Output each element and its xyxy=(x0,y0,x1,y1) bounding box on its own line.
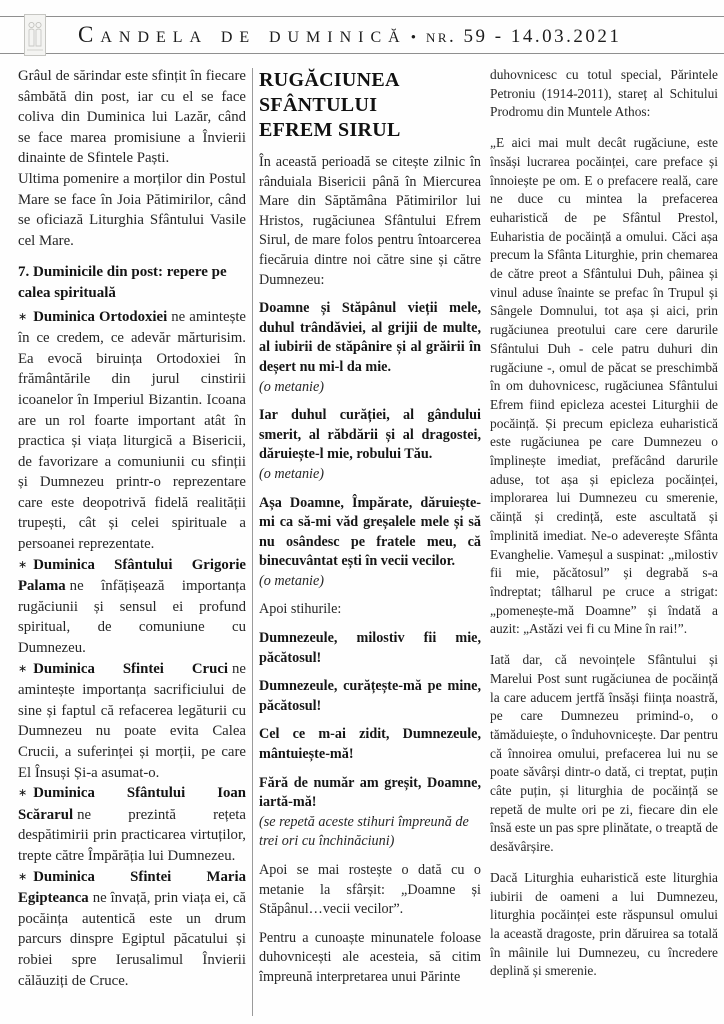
newsletter-title: Candela de duminică xyxy=(78,22,407,47)
masthead-emblem-icon xyxy=(24,14,46,56)
column-left xyxy=(18,66,246,1018)
masthead xyxy=(0,16,724,54)
rubric-note: (o metanie) xyxy=(259,465,325,482)
paragraph: „E aici mai mult decât rugăciune, este însăși lucrarea pocăinței, care preface și înnoiește pe om. E o prefacere reală, care ne duce cu mintea la prefacerea euharistică de pe Sfântul Prestol, Euharistia de pocăință a omului. Căci așa precum la Sfânta Liturghie, prin chemarea de către preot a Sfântului Duh, pâinea și vinul aduse înainte se prefac în Trupul și Sângele Domnului, tot așa și aici, prin rugăciunea preotului care cere darurile Sfântului Duh - cele patru duhuri din rugăciune -, omul de păcat se preschimbă în om duhovnicesc, rugăciunea Sfântului Efrem fiind epicleza acestei Liturghii de pocăință. Și precum epicleza euharistică este rugăciunea pe care Dumnezeu o împlinește imediat, prefăcând darurile aduse, tot așa și epicleza pocăinței, implorarea lui Dumnezeu cu smerenie, căință și credință, este ascultată și împlinită imediat. Ne-o adeverește Sfânta Evanghelie. Vameșul a suspinat: „milostiv fii mie, păcătosul” și degrabă s-a îndreptat; tâlharul pe cruce a strigat: „pomenește-mă Doamne” și îndată a auzit: „Astăzi vei fi cu Mine în rai!”. xyxy=(490,135,718,637)
bullet-text: ne amintește în ce credem, ce adevăr mărturisim. Ea evocă biruința Ortodoxiei în frământările din jurul cinstirii icoanelor în Imperiul Bizantin. Icoana are un rol foarte important atât în practica și viața liturgică a Bisericii, de favorizare a comuniunii cu sfinții și Dumnezeu printr-o reprezentare care este deopotrivă fidelă realității trupești, cât și celei spirituale a persoanei reprezentate. xyxy=(18,308,246,553)
prayer-verse: Fără de număr am greșit, Doamne, iartă-mă! xyxy=(259,774,481,811)
rubric-note: (o metanie) xyxy=(259,572,325,589)
asterisk-bullet-icon: ∗ xyxy=(18,310,28,323)
paragraph: Dacă Liturghia euharistică este liturghia iubirii de oameni a lui Dumnezeu, liturghia pocăinței este răspunsul omului la această dragoste, prin dăruirea sa totală în mâinile lui Dumnezeu, cu încredere deplină și smerenie. xyxy=(490,869,718,979)
paragraph: Grâul de sărindar este sfințit în fiecare sâmbătă din post, iar cu el se face coliva din Duminica lui Lazăr, când se face marea promisiune a Învierii dinainte de Sfintele Paști. xyxy=(18,68,246,167)
asterisk-bullet-icon: ∗ xyxy=(18,662,28,675)
bullet-item xyxy=(18,659,246,784)
bullet-lead: Duminica Sfântului Ioan Scărarul xyxy=(18,785,246,823)
three-column-body xyxy=(0,54,724,1018)
bullet-lead: Duminica Ortodoxiei xyxy=(33,308,168,325)
bullet-lead: Duminica Sfintei Cruci xyxy=(33,660,229,677)
article-title-line: EFREM SIRUL xyxy=(259,119,401,141)
asterisk-bullet-icon: ∗ xyxy=(18,787,28,800)
article-title xyxy=(259,68,481,143)
bullet-text: ne înfățișează importanța rugăciunii și sensul ei profund spiritual, de comuniune cu Dumnezeu. xyxy=(18,578,246,657)
bullet-separator-icon: • xyxy=(410,30,416,46)
paragraph: Pentru a cunoaște minunatele foloase duhovnicești ale acesteia, să citim împreună interpretarea unui Părinte xyxy=(259,929,481,985)
rubric-note: (o metanie) xyxy=(259,378,325,395)
prayer-verse: Iar duhul curăției, al gândului smerit, al răbdării și al dragostei, dăruiește-l mie, robului Tău. xyxy=(259,407,481,463)
column-center xyxy=(259,66,481,1018)
prayer-verse: Așa Doamne, Împărate, dăruiește-mi ca să-mi văd greșalele mele și să nu osândesc pe fratele meu, că binecuvântat ești în vecii vecilor. xyxy=(259,494,481,570)
bullet-text: ne amintește importanța sacrificiului de sine și faptul că refacerea legăturii cu Dumnezeu nu poate evita Calea Crucii, a suferinței și morții, pe care El Însuși Și-a asumat-o. xyxy=(18,660,246,781)
bullet-item xyxy=(18,307,246,555)
rubric-note: (se repetă aceste stihuri împreună de trei ori cu închinăciuni) xyxy=(259,813,469,850)
article-title-line: SFÂNTULUI xyxy=(259,94,378,116)
bullet-text: ne învață, prin viața ei, că pocăința autentică este un drum parcurs dinspre Egiptul păcatului și robiei spre Ierusalimul Învierii călăuziți de Cruce. xyxy=(18,890,246,989)
section-heading: 7. Duminicile din post: repere pe calea spirituală xyxy=(18,264,227,301)
prayer-verse: Cel ce m-ai zidit, Dumnezeule, mântuiește-mă! xyxy=(259,726,481,763)
paragraph: În această perioadă se citește zilnic în rânduiala Bisericii până în Miercurea Mare din Săptămâna Pătimirilor lui Hristos, rugăciunea Sfântului Efrem Sirul, de mare folos pentru întoarcerea fiecăruia dintre noi către sine și către Dumnezeu: xyxy=(259,154,481,288)
column-right xyxy=(490,66,718,1018)
column-divider-rule xyxy=(252,68,253,1016)
prayer-verse: Doamne și Stăpânul vieții mele, duhul trândăviei, al grijii de multe, al iubirii de stăpânire și al grăirii în deșert nu mi-l da mie. xyxy=(259,300,481,375)
paragraph: duhovnicesc cu totul special, Părintele Petroniu (1914-2011), stareț al Schitului Prodromu din Muntele Athos: xyxy=(490,67,718,120)
prayer-verse: Dumnezeule, curățește-mă pe mine, păcătosul! xyxy=(259,678,481,714)
bullet-item xyxy=(18,555,246,659)
masthead-text xyxy=(78,22,621,48)
issue-number-date: nr. 59 - 14.03.2021 xyxy=(425,26,622,47)
paragraph: Apoi se mai rostește o dată cu o metanie la sfârșit: „Doamne și Stăpânul…vecii vecilor”. xyxy=(259,862,481,918)
bullet-lead: Duminica Sfintei Maria Egipteanca xyxy=(18,868,246,907)
bullet-item xyxy=(18,783,246,866)
bullet-item xyxy=(18,867,246,992)
bullet-text: ne prezintă rețeta despătimirii prin practicarea virtuților, trepte către Împărăția lui Dumnezeu. xyxy=(18,806,246,864)
paragraph: Iată dar, că nevoințele Sfântului și Marelui Post sunt rugăciunea de pocăință la care aducem jertfă însăși ființa noastră, pe care Dumnezeu primind-o, o tămăduiește, o înduhovnicește. Dar pentru că înnoirea omului, prefacerea lui nu se poate săvârși dintr-o dată, ci treptat, puțin câte puțin, și liturghia de pocăință se repetă de multe ori pe zi, fiecare din ele însă este un pas spre plinătate, o treaptă de desăvârșire. xyxy=(490,652,718,855)
paragraph: Apoi stihurile: xyxy=(259,601,342,618)
paragraph: Ultima pomenire a morților din Postul Mare se face în Joia Pătimirilor, când se oficiază Liturghia Sfântului Vasile cel Mare. xyxy=(18,170,246,249)
article-title-line: RUGĂCIUNEA xyxy=(259,69,400,91)
bullet-lead: Duminica Sfântului Grigorie Palama xyxy=(18,556,246,595)
prayer-verse: Dumnezeule, milostiv fii mie, păcătosul! xyxy=(259,630,481,666)
asterisk-bullet-icon: ∗ xyxy=(18,870,28,883)
asterisk-bullet-icon: ∗ xyxy=(18,558,28,571)
